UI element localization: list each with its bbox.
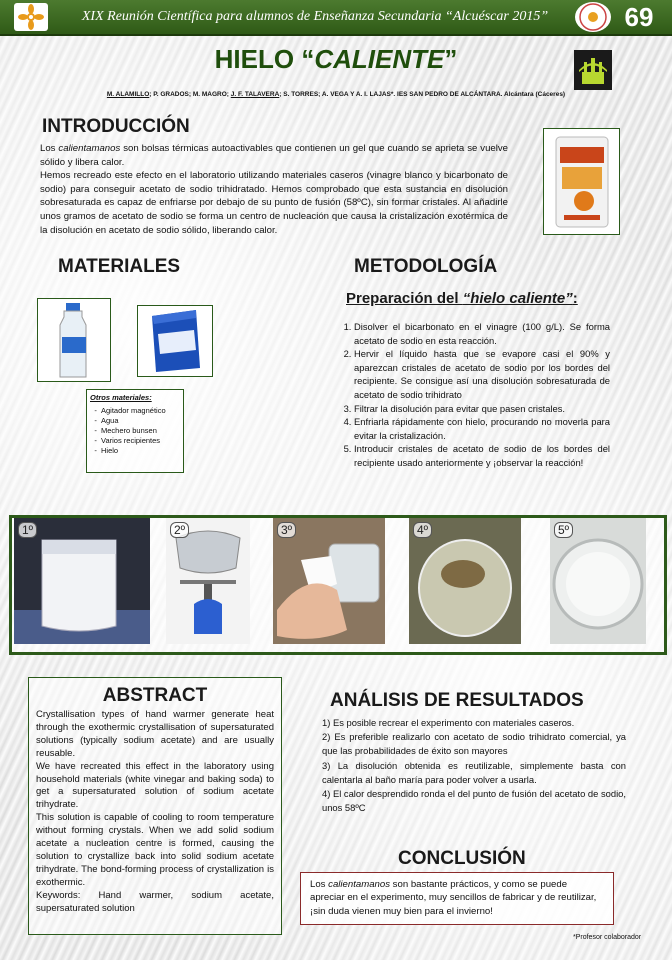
analysis-item: 4) El calor desprendido ronda el del punto de fusión del acetato de sodio, unos 58ºC [322, 788, 626, 814]
analysis-item: 1) Es posible recrear el experimento con materiales caseros. [322, 717, 575, 728]
conference-seal [575, 2, 611, 32]
conclusion-box [300, 872, 614, 925]
method-step: 3. Filtrar la disolución para evitar que pasen cristales. [354, 402, 610, 416]
method-step: 2. Hervir el líquido hasta que se evapore casi el 90% y aparezcan cristales de acetato de sodio por los bordes del recipiente. Se consigue así una disolución sobresaturada de acetato de sodio trihidrato [354, 347, 610, 401]
materials-heading: MATERIALES [58, 256, 181, 277]
analysis-item: 3) La disolución obtenida es reutilizable, simplemente basta con calentarla al baño maría para poder volver a usarla. [322, 759, 626, 785]
other-materials-title: Otros materiales: [90, 393, 152, 402]
preparation-subheading: Preparación del “hielo caliente”: [346, 290, 578, 307]
hand-warmer-product-image [543, 128, 620, 235]
school-logo [574, 50, 612, 90]
material-item: - Varios recipientes [101, 436, 183, 446]
abstract-text: Crystallisation types of hand warmer generate heat through the exothermic crystallisation of supersaturated solutions (typically sodium acetate) and are usually reusable. We have recreated this effect in the laboratory using household materials (white vinegar and baking soda) to get a supersaturated solution of sodium acetate trihydrate. This solution is capable of cooling to room temperature without forming crystals. When we add solid sodium acetate a nucleation centre is formed, causing the solution to crystallize back into solid sodium acetate trihydrate. The bond-forming process of crystallization is exothermic. Keywords: Hand warmer, sodium acetate, supersaturated solution [36, 709, 274, 914]
methodology-heading: METODOLOGÍA [354, 256, 498, 277]
photo-step-5 [550, 518, 646, 644]
photo-step-3 [273, 518, 385, 644]
material-item: - Mechero bunsen [101, 426, 183, 436]
method-step: 1. Disolver el bicarbonato en el vinagre (100 g/L). Se forma acetato de sodio en esta reacción. [354, 320, 610, 347]
conclusion-heading: CONCLUSIÓN [398, 848, 526, 869]
photo-step-1 [14, 518, 150, 644]
intro-text: Los calientamanos son bolsas térmicas autoactivables que contienen un gel que cuando se aprieta se vuelve sólido y libera calor. Hemos recreado este efecto en el laboratorio utilizando materiales caseros (vinagre blanco y bicarbonato de sodio) para conseguir acetato de sodio trihidratado. Hemos comprobado que esta sustancia en disolución sobresaturada es capaz de enfriarse por debajo de su punto de fusión (58ºC), sin formar cristales. Al añadirle unos gramos de acetato de sodio se forma un centro de nucleación que causa la cristalización exotérmica de la disolución en acetato de sodio sólido, liberando calor. [40, 143, 508, 236]
abstract-heading: ABSTRACT [102, 685, 208, 706]
authors-line: M. ALAMILLO; P. GRADOS; M. MAGRO; J. F. TALAVERA; S. TORRES; A. VEGA Y A. I. LAJAS*. IES SAN PEDRO DE ALCÁNTARA. Alcántara (Cáceres) [106, 91, 566, 98]
photo-label: 2º [170, 522, 189, 538]
poster-number: 69 [624, 2, 654, 32]
material-item: - Agitador magnético [101, 406, 183, 416]
method-step: 5. Introducir cristales de acetato de sodio de los bordes del recipiente usado anteriormente y ¡observar la reacción! [354, 442, 610, 469]
bicarbonate-box-image [137, 305, 213, 377]
photo-step-2 [166, 518, 250, 644]
photo-label: 4º [413, 522, 432, 538]
analysis-heading: ANÁLISIS DE RESULTADOS [330, 690, 584, 711]
material-item: - Agua [101, 416, 183, 426]
vinegar-bottle-image [37, 298, 111, 382]
method-step: 4. Enfriarla rápidamente con hielo, procurando no moverla para evitar la cristalización. [354, 415, 610, 442]
intro-heading: INTRODUCCIÓN [42, 116, 190, 137]
photo-step-4 [409, 518, 521, 644]
photo-label: 5º [554, 522, 573, 538]
flower-logo [14, 3, 48, 31]
material-item: - Hielo [101, 446, 183, 456]
analysis-item: 2) Es preferible realizarlo con acetato de sodio trihidrato comercial, ya que las probabilidades de éxito son mayores [322, 731, 626, 757]
conclusion-text: Los calientamanos son bastante prácticos, y como se puede apreciar en el experimento, muy sencillos de fabricar y de reutilizar, ¡sin duda vienen muy bien para el invierno! [310, 879, 597, 917]
method-steps [340, 320, 610, 470]
header-bar [0, 0, 672, 36]
photo-label: 3º [277, 522, 296, 538]
other-materials-list [87, 406, 183, 456]
photo-label: 1º [18, 522, 37, 538]
abstract-box [28, 677, 282, 935]
other-materials-box [86, 389, 184, 473]
poster-title: HIELO “CALIENTE” [214, 44, 458, 74]
footnote: *Profesor colaborador [573, 934, 642, 941]
analysis-list [322, 716, 626, 815]
header-title: XIX Reunión Científica para alumnos de Enseñanza Secundaria “Alcuéscar 2015” [81, 9, 549, 24]
